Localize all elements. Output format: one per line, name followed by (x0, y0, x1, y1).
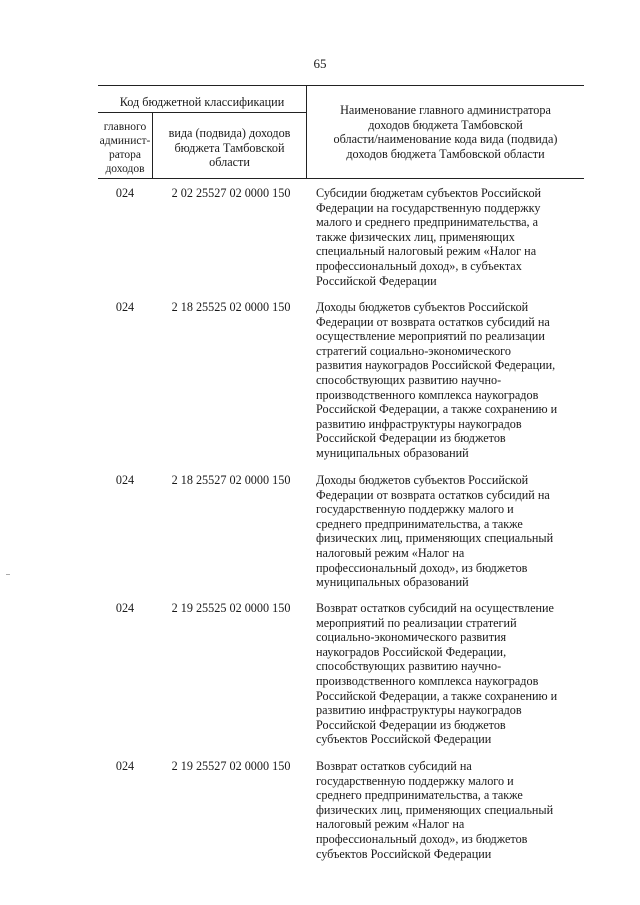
description-line: налоговый режим «Налог на (316, 817, 465, 832)
table-top-rule (98, 85, 584, 86)
header-group-rule (98, 112, 306, 113)
description-line: среднего предпринимательства, а также (316, 788, 523, 803)
header-col-kbk-line: бюджета Тамбовской (174, 140, 285, 155)
description-line: профессиональный доход», в субъектах (316, 258, 522, 273)
description-line: осуществление мероприятий по реализации (316, 329, 545, 344)
description-line: субъектов Российской Федерации (316, 732, 492, 747)
description-line: Российской Федерации из бюджетов (316, 431, 506, 446)
header-group-title: Код бюджетной классификации (119, 95, 285, 109)
header-col-admin-line: доходов (105, 163, 145, 175)
description-line: Российской Федерации из бюджетов (316, 717, 506, 732)
description-line: мероприятий по реализации стратегий (316, 615, 517, 630)
row-description (316, 473, 582, 590)
row-description (316, 186, 582, 288)
header-col-admin-line: ратора (108, 149, 142, 161)
kbk-code: 2 18 25527 02 0000 150 (171, 473, 291, 487)
description-line: профессиональный доход», из бюджетов (316, 560, 528, 575)
description-line: специальный налоговый режим «Налог на (316, 244, 537, 259)
description-line: Доходы бюджетов субъектов Российской (316, 300, 529, 314)
description-line: Возврат остатков субсидий на осуществление (316, 601, 554, 615)
header-col-admin-line: главного (103, 121, 147, 133)
description-line: государственную поддержку малого и (316, 502, 514, 517)
description-line: способствующих развитию научно- (316, 372, 502, 387)
admin-code: 024 (115, 473, 135, 487)
description-line: развития наукоградов Российской Федерации, (316, 358, 556, 373)
kbk-code: 2 02 25527 02 0000 150 (171, 186, 291, 200)
admin-code: 024 (115, 601, 135, 615)
header-col-kbk-line: вида (подвида) доходов (168, 126, 291, 140)
admin-code: 024 (115, 186, 135, 200)
description-line: физических лиц, применяющих специальный (316, 802, 554, 817)
description-line: государственную поддержку малого и (316, 773, 514, 788)
description-line: производственного комплекса наукоградов (316, 387, 539, 402)
kbk-code: 2 18 25525 02 0000 150 (171, 300, 291, 314)
description-line: Федерации от возврата остатков субсидий на (316, 487, 550, 502)
description-line: наукоградов Российской Федерации, (316, 644, 507, 659)
description-line: развитию инфраструктуры наукоградов (316, 703, 522, 718)
page-number: 65 (313, 56, 327, 71)
description-line: производственного комплекса наукоградов (316, 673, 539, 688)
description-line: Федерации на государственную поддержку (316, 200, 541, 215)
header-col-admin (98, 120, 152, 176)
description-line: малого и среднего предпринимательства, а (316, 215, 539, 230)
kbk-code: 2 19 25527 02 0000 150 (171, 759, 291, 773)
row-description (316, 759, 582, 861)
description-line: развитию инфраструктуры наукоградов (316, 416, 522, 431)
description-line: профессиональный доход», из бюджетов (316, 831, 528, 846)
description-line: муниципальных образований (316, 575, 469, 590)
admin-code: 024 (115, 300, 135, 314)
margin-mark (6, 574, 10, 575)
header-col-name-line: доходов бюджета Тамбовской области (346, 146, 545, 161)
header-col-kbk-line: области (209, 155, 250, 170)
description-line: субъектов Российской Федерации (316, 846, 492, 861)
description-line: социально-экономического развития (316, 630, 507, 645)
description-line: Федерации от возврата остатков субсидий на (316, 314, 550, 329)
description-line: Российской Федерации, а также сохранению и (316, 402, 558, 417)
description-line: налоговый режим «Налог на (316, 545, 465, 560)
description-line: Российской Федерации, а также сохранению и (316, 688, 558, 703)
row-description (316, 300, 582, 461)
description-line: Доходы бюджетов субъектов Российской (316, 473, 529, 487)
row-description (316, 601, 582, 747)
header-bottom-rule (98, 178, 584, 179)
admin-code: 024 (115, 759, 135, 773)
header-col-name-line: доходов бюджета Тамбовской (368, 117, 523, 132)
header-col-name (307, 103, 584, 161)
header-col-name-line: Наименование главного администратора (340, 103, 551, 117)
header-col-name-line: области/наименование кода вида (подвида) (333, 132, 558, 147)
description-line: Возврат остатков субсидий на (316, 759, 472, 773)
description-line: способствующих развитию научно- (316, 659, 502, 674)
description-line: также физических лиц, применяющих (316, 229, 515, 244)
description-line: Российской Федерации (316, 273, 437, 288)
description-line: муниципальных образований (316, 445, 469, 460)
description-line: физических лиц, применяющих специальный (316, 531, 554, 546)
description-line: Субсидии бюджетам субъектов Российской (316, 186, 542, 200)
header-col-admin-line: админист- (99, 135, 151, 147)
description-line: стратегий социально-экономического (316, 343, 511, 358)
kbk-code: 2 19 25525 02 0000 150 (171, 601, 291, 615)
header-col-kbk (153, 126, 306, 170)
description-line: среднего предпринимательства, а также (316, 516, 523, 531)
